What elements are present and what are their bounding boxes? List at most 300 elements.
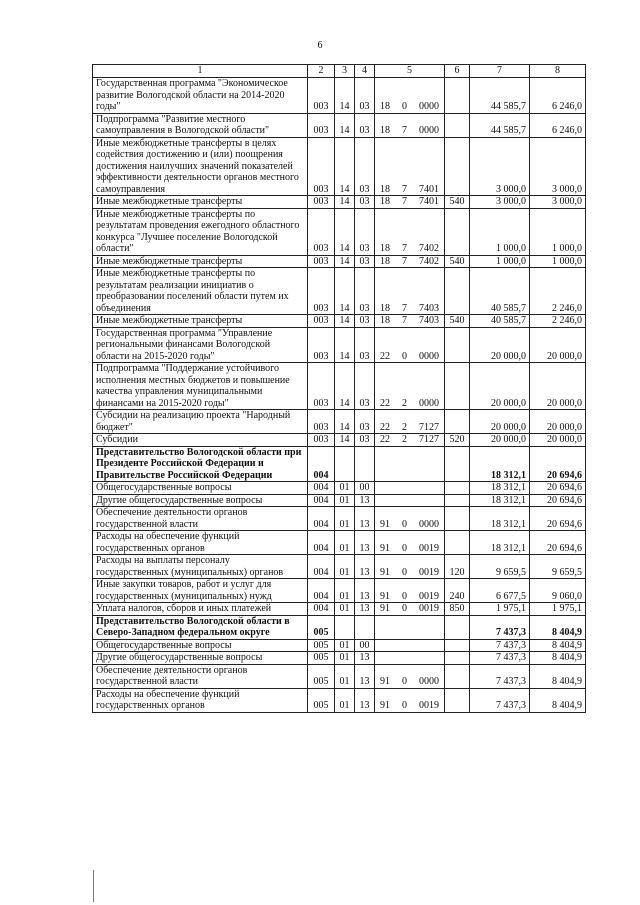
row-amount-year1: 7 437,3: [470, 652, 530, 665]
row-name: Иные межбюджетные трансферты в целях содействия достижению и (или) поощрения достижения наилучших значений показателей эффективности деятельности органов местного самоуправления: [93, 137, 308, 196]
row-section-code: 01: [335, 579, 355, 603]
target-article-parts: [377, 351, 442, 363]
row-amount-year1: 20 000,0: [470, 434, 530, 447]
table-row: [93, 315, 586, 328]
target-article-part: 0: [402, 101, 407, 112]
target-article-part: 2: [402, 434, 407, 445]
table-row: [93, 434, 586, 447]
row-target-article: [375, 652, 445, 665]
row-amount-year1: 1 000,0: [470, 208, 530, 255]
header-cell: 4: [355, 65, 375, 78]
row-ministry-code: 004: [308, 555, 335, 579]
row-expense-type: [445, 446, 470, 482]
row-section-code: [335, 446, 355, 482]
target-article-part: 91: [380, 566, 390, 578]
row-target-article: [375, 555, 445, 579]
row-target-article: [375, 78, 445, 114]
target-article-part: 0: [402, 700, 407, 711]
row-expense-type: [445, 327, 470, 363]
target-article-parts: [377, 315, 442, 327]
row-amount-year2: 8 404,9: [530, 639, 586, 652]
row-target-article: [375, 137, 445, 196]
header-cell: 5: [375, 65, 445, 78]
target-article-part: 18: [380, 196, 390, 207]
row-amount-year2: 3 000,0: [530, 137, 586, 196]
row-amount-year2: 20 694,6: [530, 531, 586, 555]
row-name: Иные межбюджетные трансферты по результатам проведения ежегодного областного конкурса "Лучшее поселение Вологодской области": [93, 208, 308, 255]
row-expense-type: [445, 268, 470, 315]
row-ministry-code: 003: [308, 78, 335, 114]
header-cell: 8: [530, 65, 586, 78]
table-row: [93, 688, 586, 712]
row-section-code: 01: [335, 531, 355, 555]
target-article-part: 0: [402, 350, 407, 362]
header-cell: 6: [445, 65, 470, 78]
target-article-part: 0019: [419, 566, 439, 578]
row-target-article: [375, 363, 445, 410]
table-row: [93, 327, 586, 363]
table-header-row: [93, 65, 586, 78]
row-expense-type: [445, 363, 470, 410]
row-subsection-code: 13: [355, 603, 375, 616]
target-article-part: 0: [402, 590, 407, 602]
row-amount-year1: 40 585,7: [470, 268, 530, 315]
row-expense-type: 120: [445, 555, 470, 579]
target-article-part: 0: [402, 676, 407, 687]
row-amount-year1: 7 437,3: [470, 615, 530, 639]
row-subsection-code: 13: [355, 494, 375, 507]
row-ministry-code: 003: [308, 315, 335, 328]
row-amount-year2: 8 404,9: [530, 688, 586, 712]
row-amount-year1: 18 312,1: [470, 494, 530, 507]
row-ministry-code: 005: [308, 664, 335, 688]
row-subsection-code: 03: [355, 327, 375, 363]
row-target-article: [375, 434, 445, 447]
row-subsection-code: 00: [355, 639, 375, 652]
row-ministry-code: 003: [308, 268, 335, 315]
row-ministry-code: 003: [308, 208, 335, 255]
target-article-part: 18: [380, 243, 390, 254]
target-article-parts: [377, 591, 442, 603]
target-article-part: 7127: [419, 434, 439, 445]
target-article-part: 7127: [419, 421, 439, 433]
row-target-article: [375, 446, 445, 482]
row-subsection-code: 03: [355, 410, 375, 434]
row-target-article: [375, 603, 445, 616]
row-subsection-code: 03: [355, 255, 375, 268]
target-article-part: 0000: [419, 676, 439, 687]
row-target-article: [375, 531, 445, 555]
row-amount-year2: 20 694,6: [530, 494, 586, 507]
row-name: Субсидии: [93, 434, 308, 447]
row-ministry-code: 005: [308, 639, 335, 652]
target-article-part: 91: [380, 700, 390, 711]
row-amount-year1: 18 312,1: [470, 446, 530, 482]
row-expense-type: [445, 482, 470, 495]
row-amount-year1: 1 000,0: [470, 255, 530, 268]
row-amount-year2: 20 000,0: [530, 327, 586, 363]
target-article-part: 0000: [419, 125, 439, 136]
row-name: Обеспечение деятельности органов государственной власти: [93, 507, 308, 531]
target-article-part: 91: [380, 603, 390, 614]
row-name: Субсидии на реализацию проекта "Народный бюджет": [93, 410, 308, 434]
target-article-part: 0000: [419, 518, 439, 530]
table-row: [93, 555, 586, 579]
row-amount-year1: 1 975,1: [470, 603, 530, 616]
row-expense-type: [445, 410, 470, 434]
row-amount-year1: 3 000,0: [470, 196, 530, 209]
row-amount-year2: 20 000,0: [530, 410, 586, 434]
row-amount-year2: 20 000,0: [530, 434, 586, 447]
row-ministry-code: 004: [308, 531, 335, 555]
table-row: [93, 579, 586, 603]
row-amount-year2: 1 000,0: [530, 208, 586, 255]
row-ministry-code: 003: [308, 196, 335, 209]
row-expense-type: 540: [445, 315, 470, 328]
row-name: Общегосударственные вопросы: [93, 482, 308, 495]
row-section-code: 01: [335, 603, 355, 616]
table-row: [93, 615, 586, 639]
row-name: Иные закупки товаров, работ и услуг для государственных (муниципальных) нужд: [93, 579, 308, 603]
row-expense-type: [445, 639, 470, 652]
row-ministry-code: 004: [308, 446, 335, 482]
row-name: Государственная программа "Управление региональными финансами Вологодской области на 2015-2020 годы": [93, 327, 308, 363]
table-row: [93, 507, 586, 531]
row-amount-year2: 1 000,0: [530, 255, 586, 268]
row-expense-type: [445, 507, 470, 531]
row-expense-type: [445, 531, 470, 555]
row-expense-type: [445, 137, 470, 196]
target-article-parts: [377, 196, 442, 208]
row-expense-type: 520: [445, 434, 470, 447]
row-ministry-code: 003: [308, 363, 335, 410]
row-subsection-code: 00: [355, 482, 375, 495]
row-ministry-code: 004: [308, 507, 335, 531]
row-expense-type: [445, 494, 470, 507]
row-ministry-code: 004: [308, 579, 335, 603]
row-amount-year2: 2 246,0: [530, 268, 586, 315]
row-subsection-code: 13: [355, 664, 375, 688]
row-amount-year2: 20 000,0: [530, 363, 586, 410]
row-subsection-code: 03: [355, 268, 375, 315]
target-article-parts: [377, 422, 442, 434]
target-article-part: 22: [380, 421, 390, 433]
row-section-code: 14: [335, 113, 355, 137]
row-section-code: 01: [335, 664, 355, 688]
row-amount-year1: 18 312,1: [470, 531, 530, 555]
table-row: [93, 255, 586, 268]
row-name: Расходы на выплаты персоналу государственных (муниципальных) органов: [93, 555, 308, 579]
row-amount-year1: 7 437,3: [470, 664, 530, 688]
table-row: [93, 531, 586, 555]
table-row: [93, 196, 586, 209]
row-subsection-code: [355, 615, 375, 639]
target-article-part: 18: [380, 302, 390, 314]
target-article-part: 2: [402, 397, 407, 409]
row-subsection-code: 13: [355, 507, 375, 531]
row-target-article: [375, 688, 445, 712]
row-amount-year2: 9 659,5: [530, 555, 586, 579]
row-name: Государственная программа "Экономическое развитие Вологодской области на 2014-2020 годы": [93, 78, 308, 114]
target-article-part: 2: [402, 421, 407, 433]
row-name: Иные межбюджетные трансферты: [93, 255, 308, 268]
row-amount-year2: 3 000,0: [530, 196, 586, 209]
row-name: Подпрограмма "Поддержание устойчивого исполнения местных бюджетов и повышение качества управления муниципальными финансами на 2015-2020 годы": [93, 363, 308, 410]
row-section-code: 01: [335, 507, 355, 531]
row-amount-year1: 3 000,0: [470, 137, 530, 196]
target-article-part: 0: [402, 518, 407, 530]
table-row: [93, 664, 586, 688]
row-ministry-code: 003: [308, 113, 335, 137]
row-target-article: [375, 268, 445, 315]
target-article-part: 7: [402, 196, 407, 207]
table-row: [93, 446, 586, 482]
row-amount-year2: 6 246,0: [530, 113, 586, 137]
row-amount-year2: 8 404,9: [530, 664, 586, 688]
target-article-parts: [377, 676, 442, 688]
row-subsection-code: 03: [355, 78, 375, 114]
table-row: [93, 137, 586, 196]
target-article-part: 7402: [419, 243, 439, 254]
row-ministry-code: 003: [308, 255, 335, 268]
row-target-article: [375, 664, 445, 688]
target-article-part: 0000: [419, 101, 439, 112]
row-expense-type: [445, 664, 470, 688]
row-amount-year1: 9 659,5: [470, 555, 530, 579]
row-section-code: 14: [335, 78, 355, 114]
target-article-part: 18: [380, 183, 390, 195]
row-target-article: [375, 639, 445, 652]
margin-mark: [93, 870, 94, 902]
row-amount-year1: 7 437,3: [470, 639, 530, 652]
row-section-code: 14: [335, 208, 355, 255]
row-subsection-code: 13: [355, 531, 375, 555]
target-article-part: 91: [380, 590, 390, 602]
row-section-code: 14: [335, 196, 355, 209]
row-amount-year1: 18 312,1: [470, 482, 530, 495]
row-ministry-code: 005: [308, 615, 335, 639]
target-article-part: 7: [402, 302, 407, 314]
table-row: [93, 603, 586, 616]
row-amount-year2: 6 246,0: [530, 78, 586, 114]
row-amount-year1: 18 312,1: [470, 507, 530, 531]
row-target-article: [375, 196, 445, 209]
target-article-parts: [377, 603, 442, 615]
row-section-code: 14: [335, 327, 355, 363]
row-target-article: [375, 113, 445, 137]
row-name: Подпрограмма "Развитие местного самоуправления в Вологодской области": [93, 113, 308, 137]
row-amount-year1: 6 677,5: [470, 579, 530, 603]
target-article-part: 7: [402, 183, 407, 195]
row-amount-year1: 20 000,0: [470, 363, 530, 410]
row-amount-year2: 20 694,6: [530, 507, 586, 531]
row-name: Другие общегосударственные вопросы: [93, 494, 308, 507]
row-expense-type: 540: [445, 196, 470, 209]
row-target-article: [375, 208, 445, 255]
target-article-parts: [377, 184, 442, 196]
row-name: Представительство Вологодской области в Северо-Западном федеральном округе: [93, 615, 308, 639]
row-expense-type: [445, 688, 470, 712]
target-article-parts: [377, 303, 442, 315]
row-target-article: [375, 494, 445, 507]
target-article-part: 7402: [419, 255, 439, 267]
row-section-code: 14: [335, 434, 355, 447]
row-section-code: 14: [335, 268, 355, 315]
row-section-code: 14: [335, 410, 355, 434]
row-ministry-code: 004: [308, 482, 335, 495]
row-name: Расходы на обеспечение функций государственных органов: [93, 688, 308, 712]
header-cell: 1: [93, 65, 308, 78]
target-article-part: 91: [380, 542, 390, 554]
row-name: Расходы на обеспечение функций государственных органов: [93, 531, 308, 555]
target-article-part: 18: [380, 315, 390, 326]
table-row: [93, 208, 586, 255]
row-amount-year2: 8 404,9: [530, 615, 586, 639]
row-name: Иные межбюджетные трансферты: [93, 196, 308, 209]
target-article-part: 22: [380, 434, 390, 445]
header-cell: 7: [470, 65, 530, 78]
table-row: [93, 482, 586, 495]
table-row: [93, 78, 586, 114]
row-section-code: 01: [335, 555, 355, 579]
row-subsection-code: 13: [355, 555, 375, 579]
row-amount-year1: 20 000,0: [470, 410, 530, 434]
row-expense-type: [445, 78, 470, 114]
target-article-part: 0019: [419, 700, 439, 711]
row-target-article: [375, 482, 445, 495]
table-row: [93, 268, 586, 315]
target-article-parts: [377, 434, 442, 446]
header-cell: 2: [308, 65, 335, 78]
budget-table: [92, 64, 586, 713]
row-subsection-code: [355, 446, 375, 482]
row-amount-year2: 1 975,1: [530, 603, 586, 616]
row-section-code: 01: [335, 482, 355, 495]
header-cell: 3: [335, 65, 355, 78]
row-section-code: 14: [335, 137, 355, 196]
row-section-code: 01: [335, 494, 355, 507]
row-amount-year1: 44 585,7: [470, 78, 530, 114]
target-article-part: 7401: [419, 183, 439, 195]
row-subsection-code: 03: [355, 363, 375, 410]
target-article-part: 0019: [419, 590, 439, 602]
row-name: Иные межбюджетные трансферты по результатам реализации инициатив о преобразовании поселений области путем их объединения: [93, 268, 308, 315]
target-article-part: 7401: [419, 196, 439, 207]
target-article-parts: [377, 567, 442, 579]
row-subsection-code: 03: [355, 434, 375, 447]
row-amount-year1: 40 585,7: [470, 315, 530, 328]
target-article-part: 0: [402, 542, 407, 554]
row-amount-year1: 20 000,0: [470, 327, 530, 363]
target-article-parts: [377, 519, 442, 531]
row-ministry-code: 005: [308, 652, 335, 665]
row-target-article: [375, 579, 445, 603]
row-amount-year2: 9 060,0: [530, 579, 586, 603]
target-article-part: 7: [402, 255, 407, 267]
row-expense-type: 850: [445, 603, 470, 616]
row-target-article: [375, 315, 445, 328]
row-target-article: [375, 507, 445, 531]
row-subsection-code: 03: [355, 208, 375, 255]
target-article-part: 18: [380, 125, 390, 136]
row-amount-year2: 2 246,0: [530, 315, 586, 328]
target-article-part: 0000: [419, 350, 439, 362]
target-article-part: 7: [402, 315, 407, 326]
row-name: Другие общегосударственные вопросы: [93, 652, 308, 665]
row-subsection-code: 03: [355, 113, 375, 137]
target-article-part: 22: [380, 350, 390, 362]
target-article-part: 0019: [419, 603, 439, 614]
row-section-code: [335, 615, 355, 639]
table-row: [93, 494, 586, 507]
target-article-part: 0000: [419, 397, 439, 409]
row-section-code: 14: [335, 315, 355, 328]
target-article-part: 0: [402, 566, 407, 578]
row-ministry-code: 003: [308, 327, 335, 363]
row-section-code: 01: [335, 639, 355, 652]
row-section-code: 01: [335, 688, 355, 712]
row-ministry-code: 003: [308, 434, 335, 447]
row-section-code: 01: [335, 652, 355, 665]
row-subsection-code: 13: [355, 652, 375, 665]
page-number: 6: [317, 40, 323, 51]
row-ministry-code: 004: [308, 603, 335, 616]
row-ministry-code: 003: [308, 137, 335, 196]
target-article-part: 18: [380, 255, 390, 267]
row-name: Общегосударственные вопросы: [93, 639, 308, 652]
target-article-part: 7: [402, 125, 407, 136]
row-target-article: [375, 410, 445, 434]
target-article-parts: [377, 101, 442, 113]
row-section-code: 14: [335, 255, 355, 268]
row-expense-type: 540: [445, 255, 470, 268]
target-article-part: 91: [380, 518, 390, 530]
row-amount-year2: 20 694,6: [530, 482, 586, 495]
row-name: Иные межбюджетные трансферты: [93, 315, 308, 328]
target-article-part: 18: [380, 101, 390, 112]
row-subsection-code: 13: [355, 688, 375, 712]
target-article-parts: [377, 256, 442, 268]
target-article-part: 91: [380, 676, 390, 687]
row-name: Обеспечение деятельности органов государственной власти: [93, 664, 308, 688]
target-article-part: 7403: [419, 315, 439, 326]
table-row: [93, 652, 586, 665]
row-subsection-code: 03: [355, 315, 375, 328]
row-amount-year1: 44 585,7: [470, 113, 530, 137]
row-expense-type: 240: [445, 579, 470, 603]
row-expense-type: [445, 652, 470, 665]
target-article-part: 7403: [419, 302, 439, 314]
row-amount-year1: 7 437,3: [470, 688, 530, 712]
target-article-part: 7: [402, 243, 407, 254]
row-amount-year2: 20 694,6: [530, 446, 586, 482]
row-target-article: [375, 327, 445, 363]
row-ministry-code: 004: [308, 494, 335, 507]
row-target-article: [375, 615, 445, 639]
target-article-parts: [377, 398, 442, 410]
target-article-part: 0: [402, 603, 407, 614]
row-name: Представительство Вологодской области при Президенте Российской Федерации и Правительстве Российской Федерации: [93, 446, 308, 482]
row-ministry-code: 005: [308, 688, 335, 712]
target-article-part: 22: [380, 397, 390, 409]
table-row: [93, 363, 586, 410]
row-subsection-code: 03: [355, 137, 375, 196]
row-expense-type: [445, 208, 470, 255]
target-article-parts: [377, 543, 442, 555]
row-ministry-code: 003: [308, 410, 335, 434]
row-expense-type: [445, 615, 470, 639]
target-article-parts: [377, 700, 442, 712]
